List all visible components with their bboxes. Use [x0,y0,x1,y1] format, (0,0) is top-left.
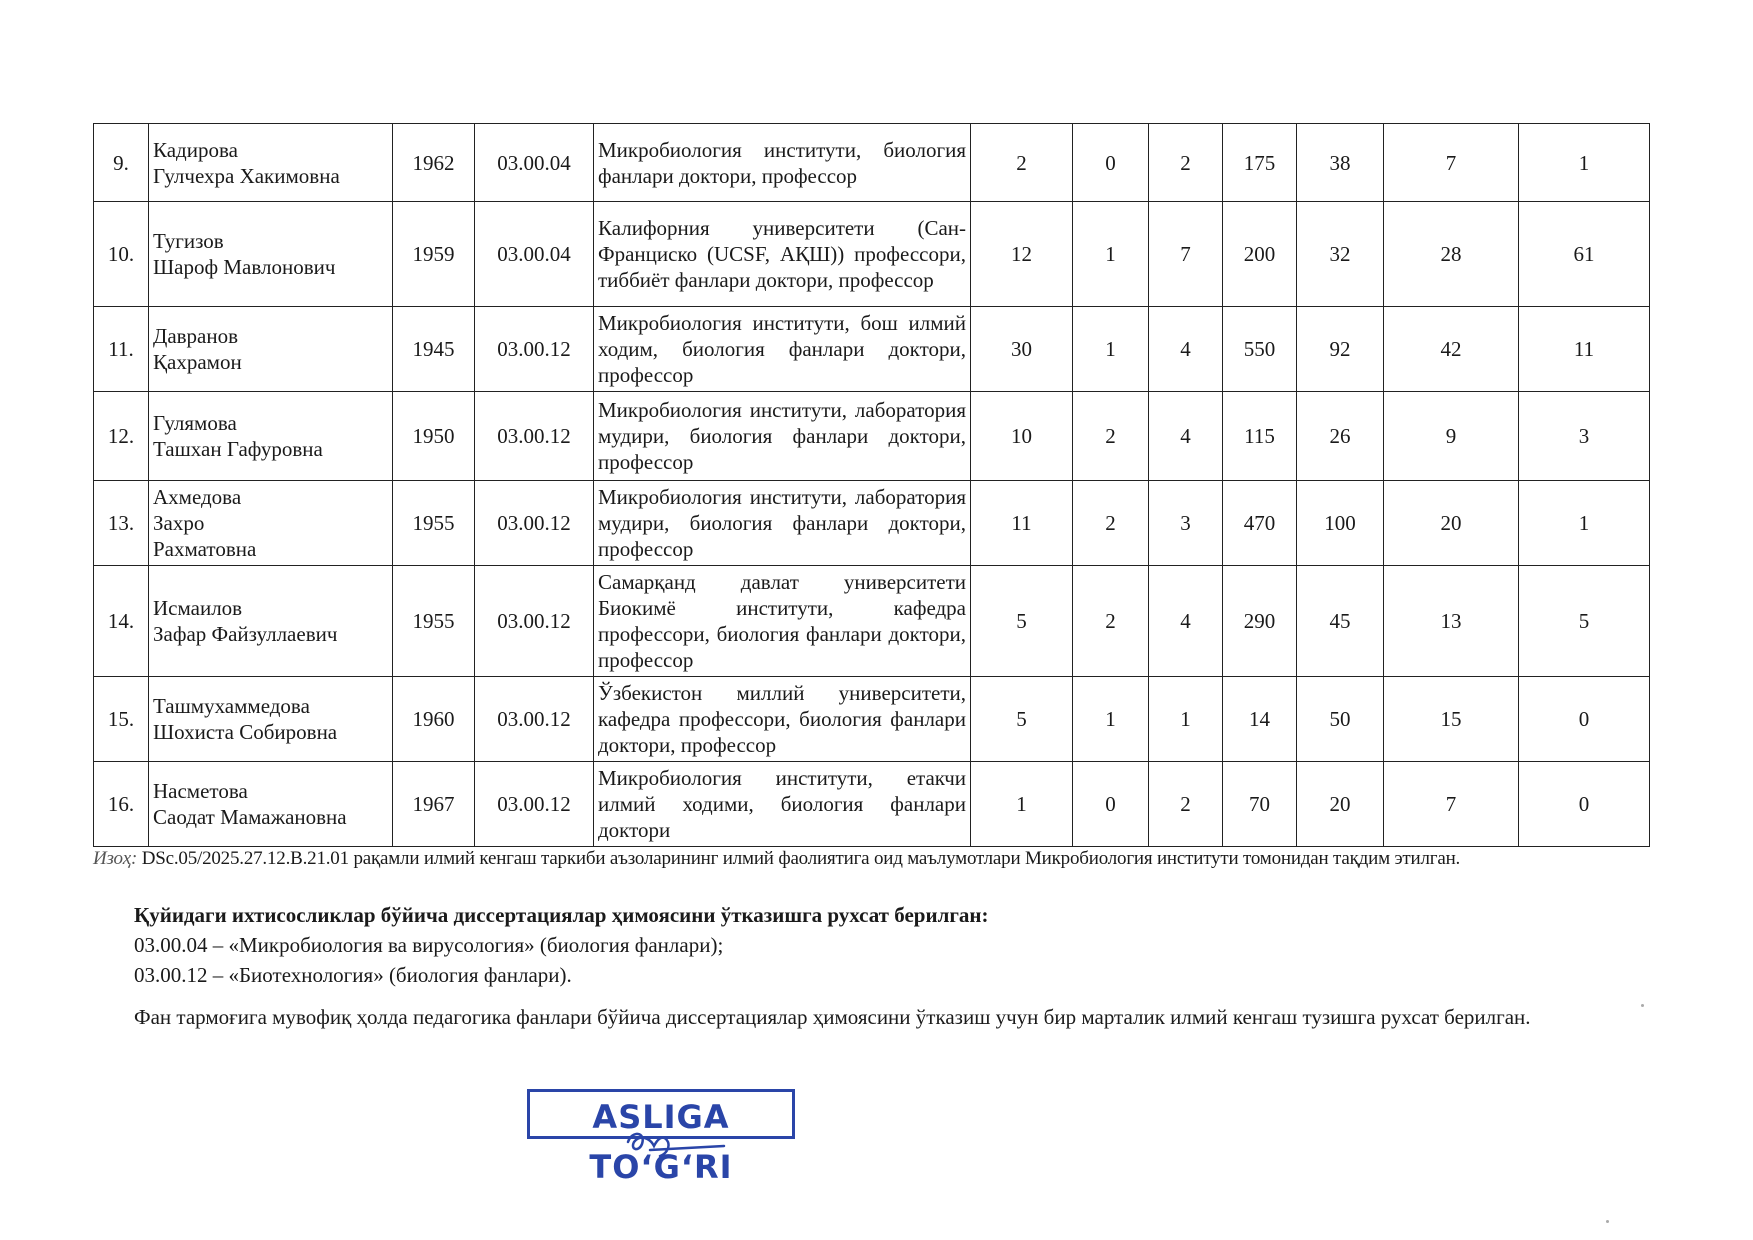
position-text: Микробиология институти, лаборатория мудири, биология фанлари доктори, профессор [594,392,971,481]
stat-cell: 11 [971,481,1073,566]
member-name: Кадирова Гулчехра Хакимовна [149,124,393,202]
stat-cell: 13 [1384,566,1519,677]
position-text: Микробиология институти, лаборатория мудири, биология фанлари доктори, профессор [594,481,971,566]
stat-cell: 0 [1519,677,1650,762]
single-council-permission: Фан тармоғига мувофиқ ҳолда педагогика фанлари бўйича диссертациялар ҳимоясини ўтказиш учун бир марталик илмий кенгаш тузишга рухсат берилган. [134,1005,1531,1029]
member-name: Гулямова Ташхан Гафуровна [149,392,393,481]
stat-cell: 3 [1519,392,1650,481]
stat-cell: 61 [1519,202,1650,307]
row-number: 10. [94,202,149,307]
stat-cell: 100 [1297,481,1384,566]
stat-cell: 4 [1149,566,1223,677]
birth-year: 1945 [393,307,475,392]
row-number: 12. [94,392,149,481]
stat-cell: 550 [1223,307,1297,392]
stat-cell: 38 [1297,124,1384,202]
specialty-code: 03.00.04 [475,202,594,307]
stat-cell: 10 [971,392,1073,481]
stat-cell: 2 [1073,392,1149,481]
table-row [94,566,1650,677]
table-row [94,392,1650,481]
stat-cell: 2 [1149,124,1223,202]
birth-year: 1959 [393,202,475,307]
stat-cell: 14 [1223,677,1297,762]
specialty-code: 03.00.12 [475,481,594,566]
stat-cell: 3 [1149,481,1223,566]
stat-cell: 2 [1073,566,1149,677]
member-name: Ахмедова Захро Рахматовна [149,481,393,566]
stat-cell: 12 [971,202,1073,307]
member-name: Давранов Қахрамон [149,307,393,392]
birth-year: 1960 [393,677,475,762]
stat-cell: 4 [1149,392,1223,481]
specialties-permission [134,900,1594,990]
specialty-code: 03.00.04 [475,124,594,202]
specialty-code: 03.00.12 [475,677,594,762]
member-name: Ташмухаммедова Шохиста Собировна [149,677,393,762]
stat-cell: 0 [1073,124,1149,202]
specialty-code: 03.00.12 [475,566,594,677]
stat-cell: 1 [1519,124,1650,202]
birth-year: 1962 [393,124,475,202]
stat-cell: 15 [1384,677,1519,762]
specialty-code: 03.00.12 [475,392,594,481]
stat-cell: 26 [1297,392,1384,481]
table-row [94,481,1650,566]
position-text: Микробиология институти, биология фанлари доктори, профессор [594,124,971,202]
birth-year: 1955 [393,566,475,677]
table-row [94,307,1650,392]
permission-heading: Қуйидаги ихтисосликлар бўйича диссертациялар ҳимоясини ўтказишга рухсат берилган: [134,903,989,927]
stat-cell: 20 [1297,762,1384,847]
stat-cell: 42 [1384,307,1519,392]
certified-copy-stamp: ASLIGA TO‘G‘RI [527,1089,795,1139]
stat-cell: 1 [1149,677,1223,762]
table-row [94,124,1650,202]
position-text: Микробиология институти, етакчи илмий ходими, биология фанлари доктори [594,762,971,847]
stat-cell: 0 [1519,762,1650,847]
stat-cell: 175 [1223,124,1297,202]
specialty-line: 03.00.12 – «Биотехнология» (биология фанлари). [134,963,572,987]
stat-cell: 5 [971,677,1073,762]
stat-cell: 92 [1297,307,1384,392]
member-name: Исмаилов Зафар Файзуллаевич [149,566,393,677]
council-members-table [93,123,1650,847]
stat-cell: 1 [971,762,1073,847]
stat-cell: 200 [1223,202,1297,307]
table-row [94,677,1650,762]
stat-cell: 1 [1073,677,1149,762]
row-number: 14. [94,566,149,677]
scan-speck [1606,1220,1609,1223]
row-number: 13. [94,481,149,566]
stat-cell: 1 [1073,202,1149,307]
row-number: 15. [94,677,149,762]
birth-year: 1950 [393,392,475,481]
footnote-text: DSc.05/2025.27.12.B.21.01 рақамли илмий кенгаш таркиби аъзоларининг илмий фаолиятига оид маълумотлари Микробиология институти томонидан тақдим этилган. [141,848,1461,869]
row-number: 9. [94,124,149,202]
stat-cell: 7 [1384,762,1519,847]
stat-cell: 7 [1149,202,1223,307]
stat-cell: 45 [1297,566,1384,677]
specialty-code: 03.00.12 [475,307,594,392]
stat-cell: 9 [1384,392,1519,481]
member-name: Насметова Саодат Мамажановна [149,762,393,847]
signature-icon [620,1120,730,1160]
member-name: Тугизов Шароф Мавлонович [149,202,393,307]
stat-cell: 70 [1223,762,1297,847]
position-text: Ўзбекистон миллий университети, кафедра профессори, биология фанлари доктори, профессор [594,677,971,762]
stat-cell: 115 [1223,392,1297,481]
stat-cell: 2 [971,124,1073,202]
stat-cell: 7 [1384,124,1519,202]
stat-cell: 5 [1519,566,1650,677]
stat-cell: 50 [1297,677,1384,762]
stat-cell: 11 [1519,307,1650,392]
stat-cell: 4 [1149,307,1223,392]
specialty-code: 03.00.12 [475,762,594,847]
stat-cell: 0 [1073,762,1149,847]
birth-year: 1967 [393,762,475,847]
scan-speck [1641,1004,1644,1007]
stat-cell: 1 [1073,307,1149,392]
stat-cell: 2 [1073,481,1149,566]
stat-cell: 20 [1384,481,1519,566]
stat-cell: 32 [1297,202,1384,307]
table-row [94,202,1650,307]
stat-cell: 290 [1223,566,1297,677]
table-footnote [93,848,1460,870]
position-text: Самарқанд давлат университети Биокимё институти, кафедра профессори, биология фанлари доктори, профессор [594,566,971,677]
stat-cell: 5 [971,566,1073,677]
footnote-label: Изоҳ: [93,848,138,869]
position-text: Калифорния университети (Сан-Франциско (UCSF, АҚШ)) профессори, тиббиёт фанлари доктори, профессор [594,202,971,307]
stat-cell: 28 [1384,202,1519,307]
birth-year: 1955 [393,481,475,566]
position-text: Микробиология институти, бош илмий ходим, биология фанлари доктори, профессор [594,307,971,392]
stat-cell: 2 [1149,762,1223,847]
specialty-line: 03.00.04 – «Микробиология ва вирусология» (биология фанлари); [134,933,724,957]
row-number: 11. [94,307,149,392]
stat-cell: 1 [1519,481,1650,566]
stat-cell: 30 [971,307,1073,392]
table-row [94,762,1650,847]
stat-cell: 470 [1223,481,1297,566]
row-number: 16. [94,762,149,847]
